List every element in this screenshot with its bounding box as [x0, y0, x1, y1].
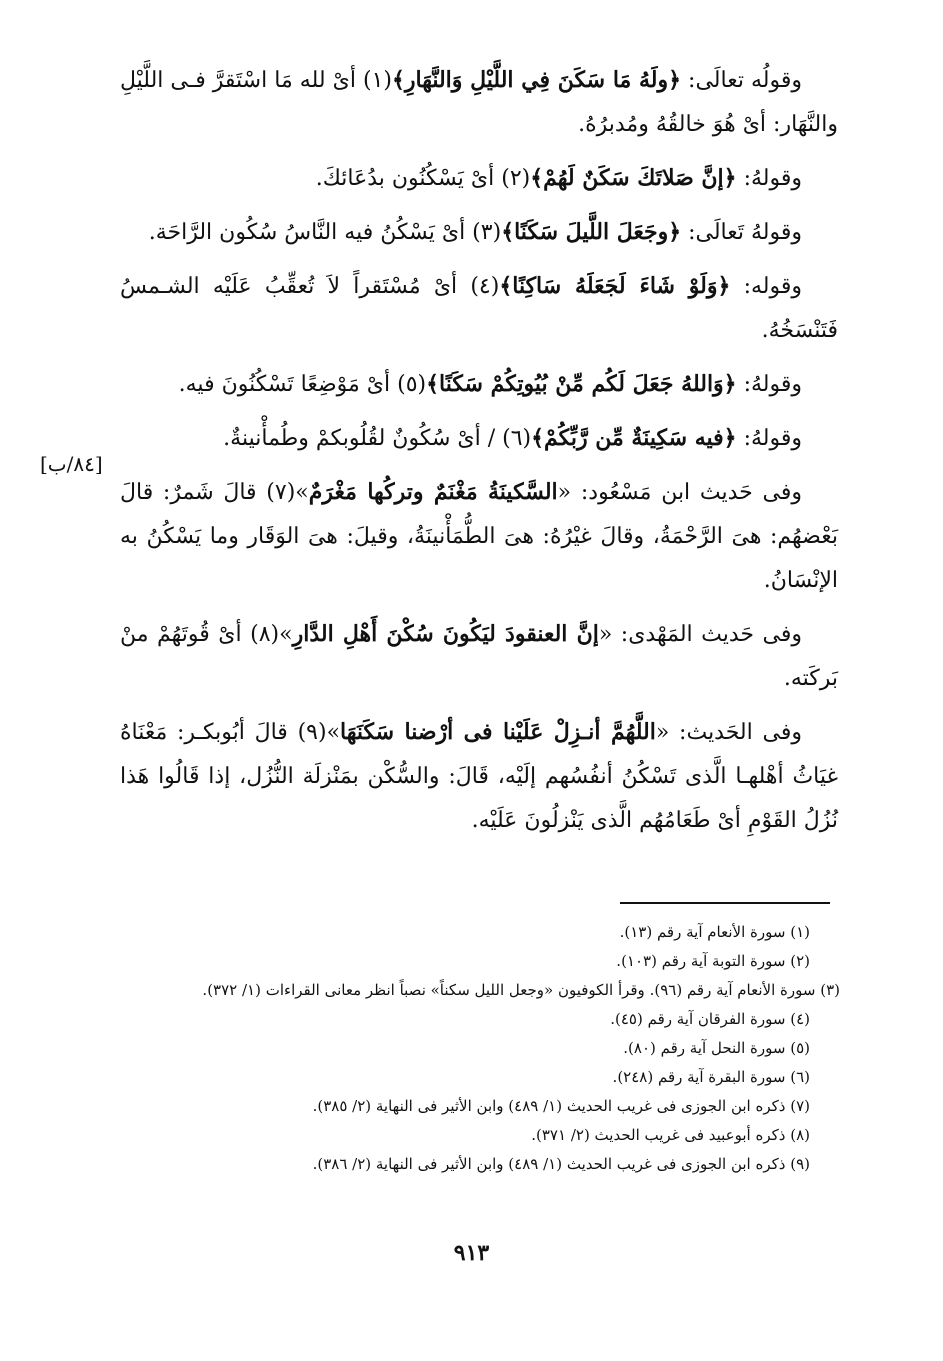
- footnote: (٤) سورة الفرقان آية رقم (٤٥).: [610, 1010, 810, 1028]
- quranic-quote: ﴿وَاللهُ جَعَلَ لَكُم مِّنْ بُيُوتِكُمْ سَكَنًا﴾: [426, 371, 737, 397]
- paragraph-text: وقولهُ:: [736, 426, 802, 451]
- hadith-quote: إنَّ العنقودَ ليَكُونَ سُكْنَ أَهْلِ الدَّارِ: [292, 621, 599, 647]
- paragraph-text: (٣) أىْ يَسْكُنُ فيه النَّاسُ سُكُون الرَّاحَة.: [148, 220, 502, 245]
- hadith-quote: السَّكينَةُ مَغْنَمٌ وتركُها مَغْرَمٌ: [308, 479, 558, 505]
- footnote: (٣) سورة الأنعام آية رقم (٩٦). وقرأ الكوفيون «وجعل الليل سكناً» نصباً انظر معانى القراءات (١/ ٣٧٢).: [202, 981, 840, 999]
- paragraph-text: وقولُه تعالَى:: [681, 68, 802, 93]
- paragraph-text: (٥) أىْ مَوْضِعًا تَسْكُنُونَ فيه.: [178, 372, 427, 397]
- footnote: (٨) ذكره أبوعبيد فى غريب الحديث (٢/ ٣٧١).: [531, 1126, 810, 1144]
- paragraph-text: »(٧) قالَ شَمرٌ: قالَ بَعْضهُم: هىَ الرَّحْمَةُ، وقالَ غيْرُهُ: هىَ الطُّمَأْنينَةُ، وقيلَ: هىَ الوَقَار وما يَسْكُنُ به الإنْسَانُ.: [120, 480, 838, 593]
- paragraph-text: وفى الحَديث: «: [655, 720, 802, 745]
- paragraph-text: »(٩) قالَ أبُوبكـر: مَعْنَاهُ غيَاثُ أهْلهـا الَّذى تَسْكُنُ أنفُسُهم إلَيْه، قَالَ: والسُّكْن بمَنْزلَة النُّزُل، إذا قَالُوا هَذا نُزُلُ القَوْمِ أىْ طَعَامُهُم الَّذى يَنْزلُونَ عَلَيْه.: [120, 720, 838, 833]
- paragraph-text: وفى حَديث المَهْدى: «: [598, 622, 802, 647]
- quranic-quote: ﴿فيه سَكِينَةٌ مِّن رَّبِّكُمْ﴾: [531, 425, 737, 451]
- paragraph-1: [120, 58, 838, 147]
- quranic-quote: ﴿وجَعَلَ اللَّيلَ سَكَنًا﴾: [501, 219, 682, 245]
- paragraph-text: وفى حَديث ابن مَسْعُود: «: [557, 480, 802, 505]
- footnote: (٧) ذكره ابن الجوزى فى غريب الحديث (١/ ٤٨٩) وابن الأثير فى النهاية (٢/ ٣٨٥).: [312, 1097, 810, 1115]
- paragraph-text: وقولهُ تَعالَى:: [681, 220, 802, 245]
- hadith-quote: اللَّهُمَّ أنـزِلْ عَلَيْنا فى أرْضنا سَكَنَهَا: [340, 719, 656, 745]
- footnotes: [150, 918, 840, 1179]
- quranic-quote: ﴿وَلَوْ شَاءَ لَجَعَلَهُ سَاكِنًا﴾: [499, 273, 731, 299]
- paragraph-7: [120, 470, 838, 603]
- paragraph-4: [120, 264, 838, 353]
- paragraph-text: (٤) أىْ مُسْتَقراً لاَ تُعقِّبُ عَلَيْه الشـمسُ فَتَنْسَخُهُ.: [120, 274, 838, 343]
- footnote: (٦) سورة البقرة آية رقم (٢٤٨).: [612, 1068, 810, 1086]
- paragraph-6: [120, 416, 838, 461]
- paragraph-2: [120, 156, 838, 201]
- paragraph-text: وقوله:: [730, 274, 802, 299]
- footnote: (٩) ذكره ابن الجوزى فى غريب الحديث (١/ ٤٨٩) وابن الأثير فى النهاية (٢/ ٣٨٦).: [312, 1155, 810, 1173]
- main-text: [120, 58, 838, 852]
- paragraph-text: وقولهُ:: [736, 166, 802, 191]
- paragraph-text: (٢) أىْ يَسْكُنُون بدُعَائكَ.: [315, 166, 531, 191]
- paragraph-9: [120, 710, 838, 843]
- footnote: (١) سورة الأنعام آية رقم (١٣).: [619, 923, 810, 941]
- paragraph-8: [120, 612, 838, 701]
- paragraph-text: »(٨) أىْ قُوتَهُمْ منْ بَركَته.: [120, 622, 838, 691]
- footnote: (٥) سورة النحل آية رقم (٨٠).: [623, 1039, 810, 1057]
- paragraph-5: [120, 362, 838, 407]
- paragraph-3: [120, 210, 838, 255]
- quranic-quote: ﴿إنَّ صَلاتَكَ سَكَنٌ لَهُمْ﴾: [530, 165, 737, 191]
- quranic-quote: ﴿ولَهُ مَا سَكَنَ فِي اللَّيْلِ وَالنَّهَارِ﴾: [391, 67, 682, 93]
- footnote-divider: [620, 902, 830, 904]
- folio-marker: [٨٤/ب]: [40, 452, 103, 476]
- page-number: ٩١٣: [453, 1240, 490, 1266]
- paragraph-text: (٦) / أىْ سُكُونٌ لقُلُوبكمْ وطُمأْنينةٌ.: [223, 426, 532, 451]
- footnote: (٢) سورة التوبة آية رقم (١٠٣).: [616, 952, 810, 970]
- paragraph-text: وقولهُ:: [736, 372, 802, 397]
- paragraph-text: (١) أىْ لله مَا اسْتَقرَّ فـى اللَّيْلِ والنَّهَار: أىْ هُوَ خالقُهُ ومُدبرُهُ.: [120, 68, 838, 137]
